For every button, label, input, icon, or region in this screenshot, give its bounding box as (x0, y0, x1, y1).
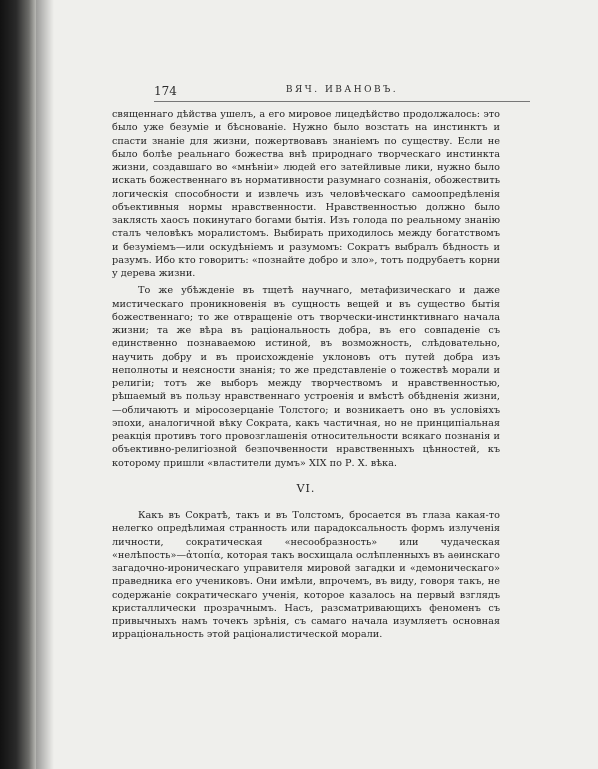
page-header (154, 83, 530, 102)
paragraph-3: Какъ въ Сократѣ, такъ и въ Толстомъ, бросается въ глаза какая-то нелегко опредѣлимая странность или парадоксальность формъ излученія личности, сократическая «несообразность» или чудаческая «нелѣпость»—ἀτοπία, которая такъ восхищала ослѣпленныхъ въ аѳинскаго загадочно-ироническаго управителя мировой загадки и «демоническаго» праведника его учениковъ. Они имѣли, впрочемъ, въ виду, говоря такъ, не содержаніе сократическаго ученія, которое казалось на первый взглядъ кристаллически прозрачнымъ. Насъ, разсматривающихъ феноменъ съ привычныхъ намъ точекъ зрѣнія, съ самаго начала изумляетъ основная ирраціональность этой раціоналистической морали. (112, 510, 500, 641)
scan-binding-shadow (0, 0, 36, 769)
paragraph-1: священнаго дѣйства ушелъ, а его мировое лицедѣйство продолжалось: это было уже безуміе и бѣснованіе. Нужно было возстать на инстинктъ и спасти знаніе для жизни, пожертвовавъ знаніемъ по существу. Если не было болѣе реальнаго божества внѣ природнаго творческаго инстинкта жизни, создавшаго во «мнѣніи» людей его затейливые лики, нужно было искать божественнаго въ нормативности разумнаго сознанія, обожествить логическія способности и извлечь изъ человѣческаго самоопредѣленія объективныя нормы нравственности. Нравственностью должно было заклясть хаосъ покинутаго богами бытія. Изъ голода по реальному знанію сталъ человѣкъ моралистомъ. Выбирать приходилось между богатствомъ и безуміемъ—или оскудѣніемъ и разумомъ: Сократъ выбралъ бѣдность и разумъ. Ибо кто говоритъ: «познайте добро и зло», тотъ подрубаетъ корни у дерева жизни. (112, 109, 500, 279)
paragraph-2: То же убѣжденіе въ тщетѣ научнаго, метафизическаго и даже мистическаго проникновенія въ сущность вещей и въ существо бытія божественнаго; то же отвращеніе отъ творчески-инстинктивнаго начала жизни; та же вѣра въ раціональность добра, въ его совпаденіе съ единственно познаваемою истиной, въ возможность, слѣдовательно, научить добру и въ происхожденіе уклоновъ отъ путей добра изъ неполноты и неясности знанія; то же представленіе о тожествѣ морали и религіи; тотъ же выборъ между творчествомъ и нравственностью, рѣшаемый въ пользу нравственнаго устроенія и вмѣстѣ обѣдненія жизни,—обличаютъ и міросозерцаніе Толстого; и возникаетъ оно въ условіяхъ эпохи, аналогичной вѣку Сократа, какъ частичная, но не принципіальная реакція противъ того провозглашенія относительности всякаго познанія и объективно-религіозной безпочвенности нравственныхъ цѣнностей, къ которому пришли «властители думъ» XIX по Р. Х. вѣка. (112, 285, 500, 469)
running-title: ВЯЧ. ИВАНОВЪ. (285, 85, 399, 95)
page-number: 174 (154, 84, 177, 98)
section-heading: VI. (296, 481, 316, 495)
body-text (112, 108, 500, 642)
